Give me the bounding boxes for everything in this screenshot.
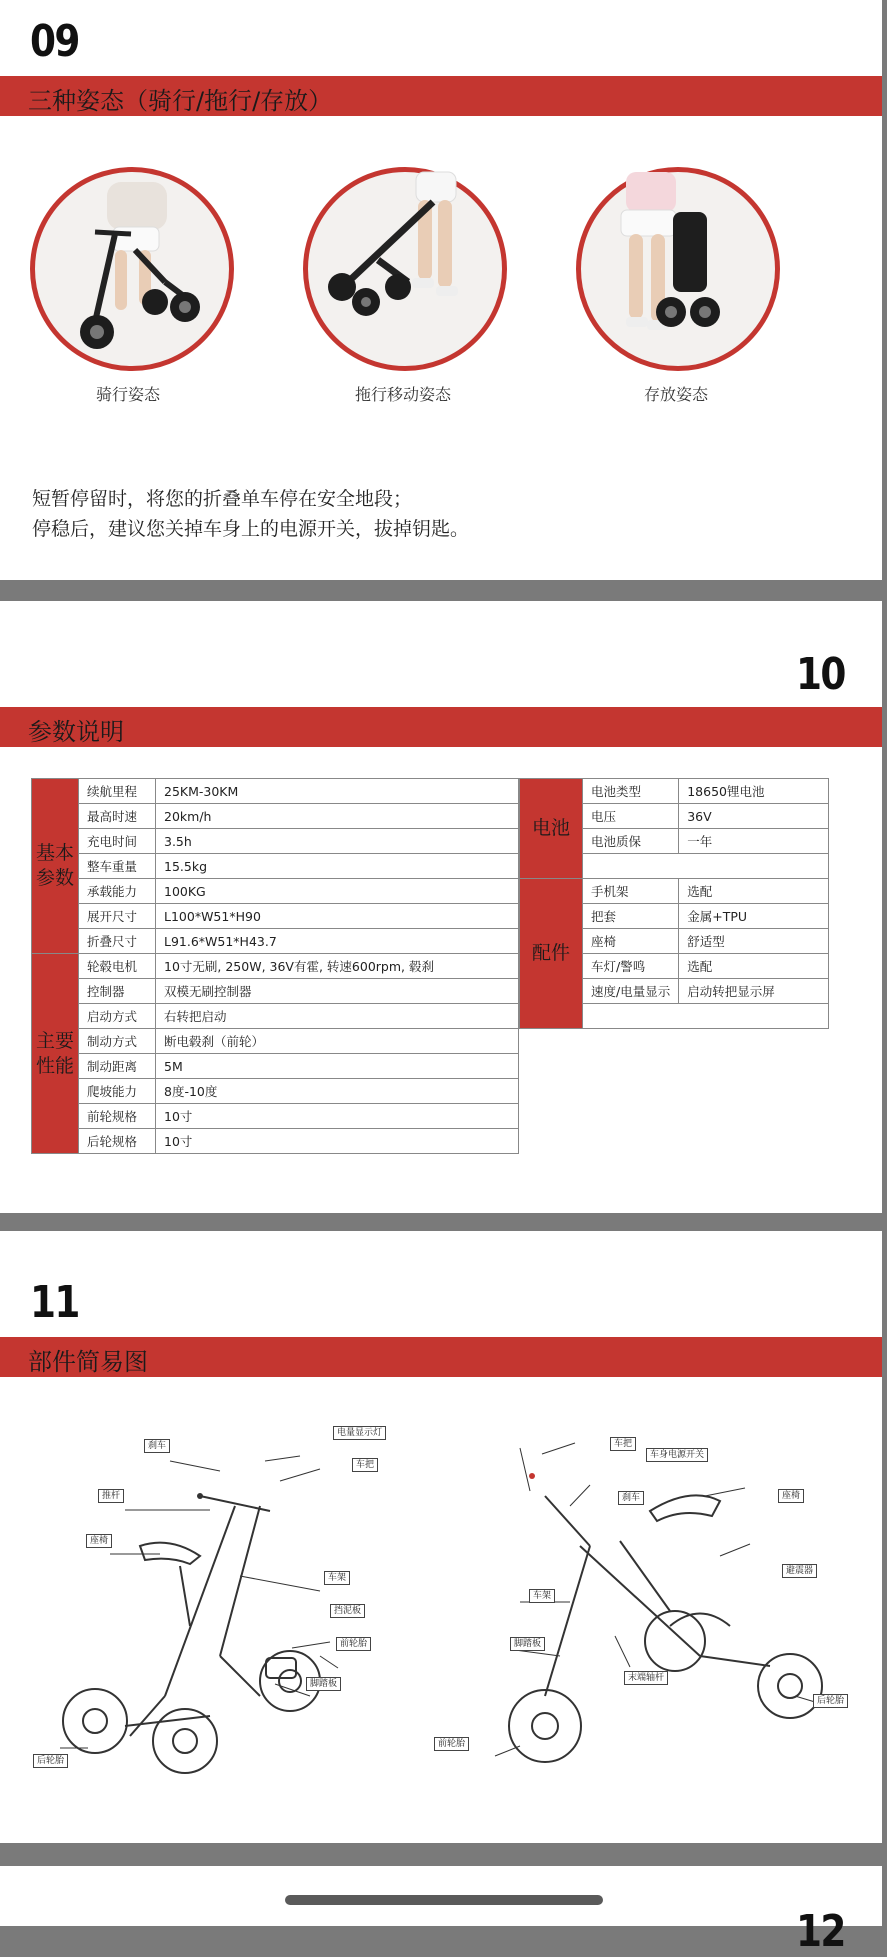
spec-key: 整车重量 bbox=[79, 854, 156, 879]
spec-key: 电池质保 bbox=[583, 829, 679, 854]
spec-value: 10寸 bbox=[156, 1104, 519, 1129]
page-10 bbox=[0, 601, 882, 1213]
group-label-accessories: 配件 bbox=[520, 879, 583, 1029]
spec-value: 8度-10度 bbox=[156, 1079, 519, 1104]
spec-table-right bbox=[519, 778, 829, 1029]
spec-value: 舒适型 bbox=[679, 929, 829, 954]
part-label: 后轮胎 bbox=[33, 1754, 68, 1768]
spec-value: L91.6*W51*H43.7 bbox=[156, 929, 519, 954]
page-number: 12 bbox=[796, 1906, 845, 1957]
spec-value: 3.5h bbox=[156, 829, 519, 854]
empty-cell bbox=[583, 854, 829, 879]
table-row bbox=[32, 1079, 519, 1104]
part-label: 末端轴杆 bbox=[624, 1671, 668, 1685]
spec-value: 100KG bbox=[156, 879, 519, 904]
spec-key: 续航里程 bbox=[79, 779, 156, 804]
page-number: 10 bbox=[796, 649, 845, 700]
spec-value: 一年 bbox=[679, 829, 829, 854]
spec-key: 充电时间 bbox=[79, 829, 156, 854]
spec-value: L100*W51*H90 bbox=[156, 904, 519, 929]
spec-value: 双模无刷控制器 bbox=[156, 979, 519, 1004]
part-label: 前轮胎 bbox=[434, 1737, 469, 1751]
spec-key: 电池类型 bbox=[583, 779, 679, 804]
spec-value: 5M bbox=[156, 1054, 519, 1079]
table-row bbox=[520, 879, 829, 904]
spec-key: 最高时速 bbox=[79, 804, 156, 829]
pose-caption-storage: 存放姿态 bbox=[643, 385, 708, 404]
spec-key: 手机架 bbox=[583, 879, 679, 904]
table-row bbox=[32, 879, 519, 904]
safety-note-line: 短暂停留时，将您的折叠单车停在安全地段； bbox=[32, 488, 413, 510]
part-label: 推杆 bbox=[98, 1489, 124, 1503]
spec-value: 10寸 bbox=[156, 1129, 519, 1154]
spec-key: 电压 bbox=[583, 804, 679, 829]
table-row bbox=[32, 904, 519, 929]
storage-pose-photo bbox=[576, 167, 780, 371]
table-row bbox=[32, 979, 519, 1004]
table-row bbox=[32, 804, 519, 829]
spec-key: 制动方式 bbox=[79, 1029, 156, 1054]
table-row bbox=[32, 1104, 519, 1129]
group-label-battery: 电池 bbox=[520, 779, 583, 879]
pose-caption-towing: 拖行移动姿态 bbox=[354, 385, 451, 404]
spec-value: 15.5kg bbox=[156, 854, 519, 879]
part-label: 车把 bbox=[610, 1437, 636, 1451]
group-label-basic: 基本参数 bbox=[32, 779, 79, 954]
page-11 bbox=[0, 1231, 882, 1843]
spec-value: 选配 bbox=[679, 879, 829, 904]
spec-key: 折叠尺寸 bbox=[79, 929, 156, 954]
part-label: 车把 bbox=[352, 1458, 378, 1472]
home-indicator[interactable] bbox=[285, 1895, 603, 1905]
table-row bbox=[32, 1054, 519, 1079]
parts-diagram-left bbox=[20, 1396, 440, 1776]
spec-key: 前轮规格 bbox=[79, 1104, 156, 1129]
spec-value: 断电毂刹（前轮） bbox=[156, 1029, 519, 1054]
table-row bbox=[32, 1029, 519, 1054]
part-label: 后轮胎 bbox=[813, 1694, 848, 1708]
table-row bbox=[32, 779, 519, 804]
part-label: 脚踏板 bbox=[306, 1677, 341, 1691]
spec-key: 制动距离 bbox=[79, 1054, 156, 1079]
page-09 bbox=[0, 0, 882, 580]
safety-note bbox=[32, 484, 469, 544]
section-title: 参数说明 bbox=[28, 718, 124, 746]
spec-key: 后轮规格 bbox=[79, 1129, 156, 1154]
part-label: 车架 bbox=[529, 1589, 555, 1603]
spec-value: 启动转把显示屏 bbox=[679, 979, 829, 1004]
table-row bbox=[32, 1004, 519, 1029]
empty-cell bbox=[583, 1004, 829, 1029]
part-label: 脚踏板 bbox=[510, 1637, 545, 1651]
spec-key: 控制器 bbox=[79, 979, 156, 1004]
part-label: 座椅 bbox=[86, 1534, 112, 1548]
safety-note-line: 停稳后，建议您关掉车身上的电源开关，拔掉钥匙。 bbox=[32, 518, 470, 540]
spec-table-left bbox=[31, 778, 519, 1154]
spec-value: 选配 bbox=[679, 954, 829, 979]
spec-key: 车灯/警鸣 bbox=[583, 954, 679, 979]
table-row bbox=[520, 779, 829, 804]
spec-key: 速度/电量显示 bbox=[583, 979, 679, 1004]
part-label: 前轮胎 bbox=[336, 1637, 371, 1651]
table-row bbox=[32, 929, 519, 954]
spec-value: 金属+TPU bbox=[679, 904, 829, 929]
part-label: 刹车 bbox=[144, 1439, 170, 1453]
spec-value: 18650锂电池 bbox=[679, 779, 829, 804]
pose-caption-riding: 骑行姿态 bbox=[95, 385, 160, 404]
table-row bbox=[32, 854, 519, 879]
table-row bbox=[32, 954, 519, 979]
part-label: 刹车 bbox=[618, 1491, 644, 1505]
section-title: 部件简易图 bbox=[28, 1348, 148, 1376]
part-label: 座椅 bbox=[778, 1489, 804, 1503]
part-label: 电量显示灯 bbox=[333, 1426, 386, 1440]
spec-value: 右转把启动 bbox=[156, 1004, 519, 1029]
spec-key: 座椅 bbox=[583, 929, 679, 954]
towing-pose-photo bbox=[303, 167, 507, 371]
spec-value: 10寸无刷, 250W, 36V有霍, 转速600rpm, 毂刹 bbox=[156, 954, 519, 979]
page-number: 11 bbox=[30, 1277, 79, 1328]
spec-value: 25KM-30KM bbox=[156, 779, 519, 804]
spec-value: 36V bbox=[679, 804, 829, 829]
part-label: 车架 bbox=[324, 1571, 350, 1585]
section-title-band bbox=[0, 707, 882, 747]
section-title: 三种姿态（骑行/拖行/存放） bbox=[28, 87, 333, 115]
section-title-band bbox=[0, 1337, 882, 1377]
part-label: 车身电源开关 bbox=[646, 1448, 708, 1462]
spec-key: 轮毂电机 bbox=[79, 954, 156, 979]
part-label: 避震器 bbox=[782, 1564, 817, 1578]
table-row bbox=[32, 829, 519, 854]
page-number: 09 bbox=[30, 16, 79, 67]
spec-key: 爬坡能力 bbox=[79, 1079, 156, 1104]
spec-key: 启动方式 bbox=[79, 1004, 156, 1029]
group-label-performance: 主要性能 bbox=[32, 954, 79, 1154]
spec-value: 20km/h bbox=[156, 804, 519, 829]
part-label: 挡泥板 bbox=[330, 1604, 365, 1618]
section-title-band bbox=[0, 76, 882, 116]
spec-key: 展开尺寸 bbox=[79, 904, 156, 929]
spec-key: 承载能力 bbox=[79, 879, 156, 904]
spec-key: 把套 bbox=[583, 904, 679, 929]
riding-pose-photo bbox=[30, 167, 234, 371]
table-row bbox=[32, 1129, 519, 1154]
